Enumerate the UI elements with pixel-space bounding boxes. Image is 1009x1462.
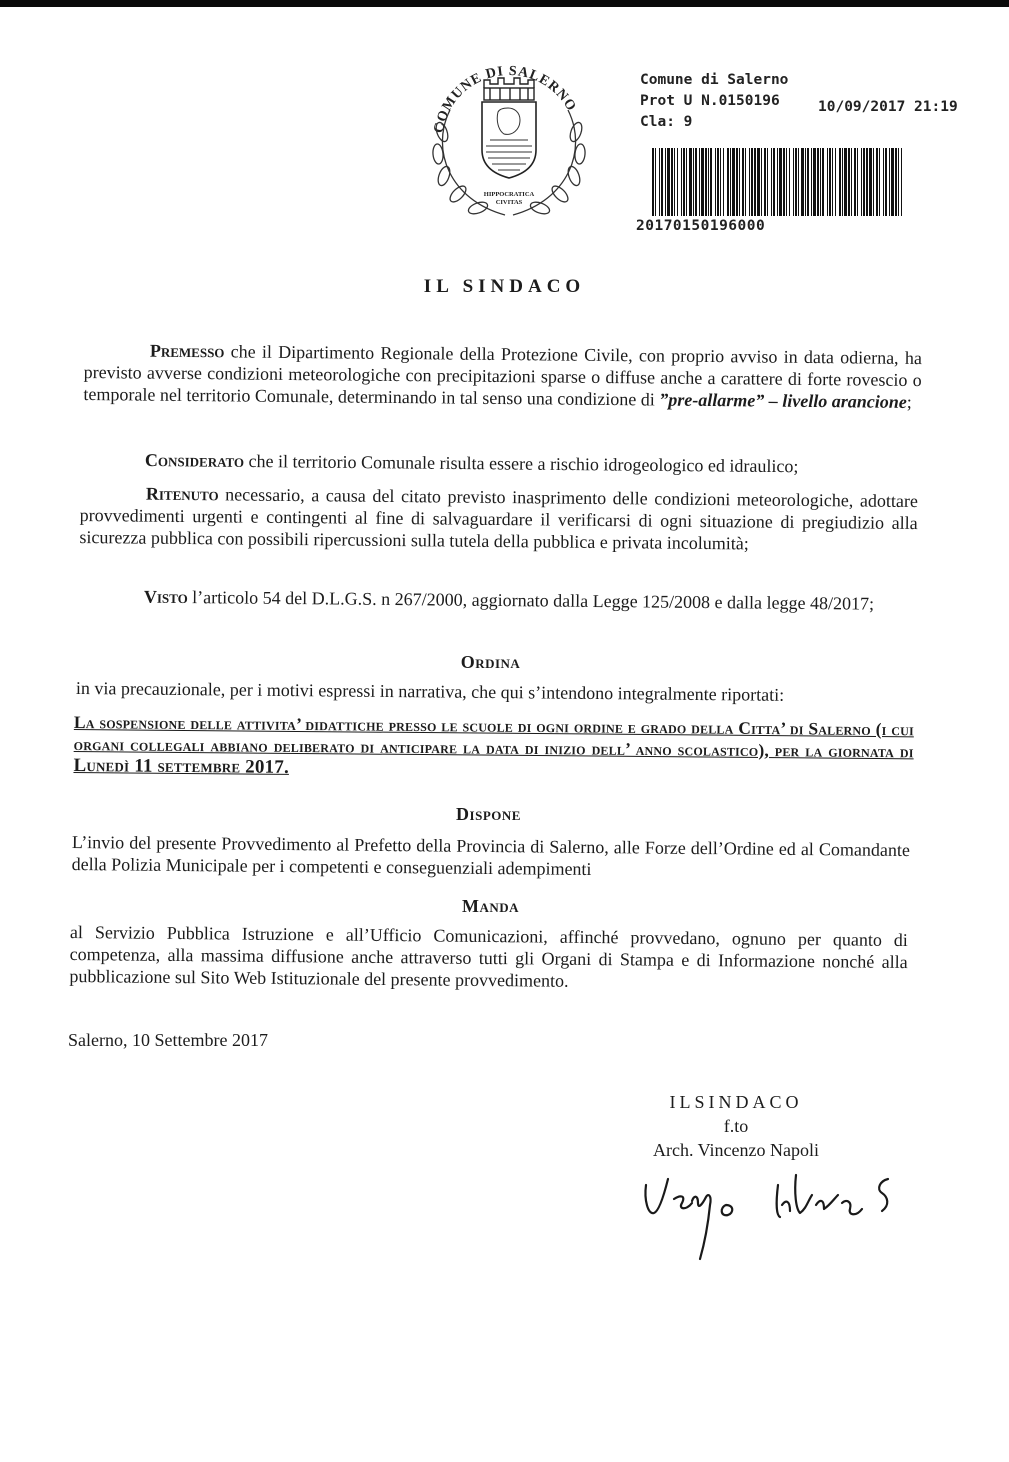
barcode-bar <box>723 148 724 216</box>
barcode-bar <box>677 148 678 216</box>
barcode-bar <box>789 148 790 216</box>
barcode-bar <box>705 148 707 216</box>
barcode-bar <box>898 148 899 216</box>
signature-name: Arch. Vincenzo Napoli <box>652 1140 820 1160</box>
barcode-bar <box>686 148 687 216</box>
barcode-bar <box>793 148 794 216</box>
barcode-bars <box>650 148 906 218</box>
protocol-stamp <box>640 70 958 133</box>
barcode-bar <box>783 148 785 216</box>
barcode-bar <box>863 148 865 216</box>
crest-emblem <box>420 50 598 228</box>
barcode-bar <box>695 148 697 216</box>
barcode-bar <box>822 148 824 216</box>
barcode-bar <box>732 148 735 216</box>
barcode-bar <box>767 148 768 216</box>
barcode-bar <box>661 148 663 216</box>
barcode-bar <box>761 148 762 216</box>
barcode-bar <box>681 148 682 216</box>
barcode-bar <box>811 148 812 216</box>
barcode-bar <box>844 148 847 216</box>
premesso-paragraph <box>83 340 922 413</box>
barcode-bar <box>889 148 890 216</box>
barcode-bar <box>835 148 836 216</box>
barcode-bar <box>693 148 694 216</box>
barcode-bar <box>851 148 852 216</box>
place-date: Salerno, 10 Settembre 2017 <box>68 1030 268 1050</box>
barcode-bar <box>655 148 656 216</box>
barcode-bar <box>891 148 894 216</box>
stamp-protocol-number: Prot U N.0150196 <box>640 93 780 109</box>
barcode-bar <box>873 148 874 216</box>
barcode-bar <box>710 148 712 216</box>
barcode-bar <box>699 148 700 216</box>
stamp-classification: Cla: 9 <box>640 114 693 130</box>
barcode-bar <box>869 148 872 216</box>
ordina-order-body: La sospensione delle attivita’ didattiche presso le scuole di ogni ordine e grado della Citta’ di Salerno (i cui organi collegali abbiano deliberato di anticipare la data di inizio dell’ anno scolastico), per la giornata di <box>73 712 914 761</box>
barcode-bar <box>745 148 746 216</box>
barcode-bar <box>671 148 673 216</box>
barcode-bar <box>665 148 666 216</box>
premesso-keyword: Premesso <box>149 340 225 362</box>
stamp-datetime: 10/09/2017 21:19 <box>818 99 958 115</box>
barcode-number: 20170150196000 <box>636 218 766 234</box>
visto-text: l’articolo 54 del D.L.G.S. n 267/2000, aggiornato dalla Legge 125/2008 e dalla legge 48/2017; <box>192 587 875 614</box>
signature-fto: f.to <box>723 1116 749 1136</box>
barcode-bar <box>901 148 902 216</box>
ritenuto-paragraph <box>79 483 918 556</box>
barcode-bar <box>754 148 756 216</box>
dispone-text: L’invio del presente Provvedimento al Prefetto della Provincia di Salerno, alle Forze dell’Ordine ed al Comandante della Polizia Municipale per i competenti e conseguenziali adempimenti <box>71 832 910 879</box>
barcode-bar <box>764 148 766 216</box>
ordina-heading: Ordina <box>460 652 521 672</box>
barcode-bar <box>779 148 782 216</box>
visto-keyword: Visto <box>143 586 188 608</box>
barcode-bar <box>829 148 831 216</box>
barcode-bar <box>757 148 760 216</box>
barcode-bar <box>805 148 806 216</box>
barcode-bar <box>689 148 692 216</box>
dispone-heading: Dispone <box>456 804 521 824</box>
barcode-bar <box>861 148 862 216</box>
crest-motto-line2: CIVITAS <box>495 199 523 206</box>
barcode-bar <box>652 148 654 216</box>
barcode-bar <box>742 148 744 216</box>
barcode-bar <box>674 148 675 216</box>
barcode-bar <box>795 148 797 216</box>
barcode-bar <box>876 148 878 216</box>
barcode-bar <box>715 148 716 216</box>
considerato-keyword: Considerato <box>144 450 245 471</box>
ritenuto-text: necessario, a causa del citato previsto inasprimento delle condizioni meteorologiche, adottare provvedimenti urgenti e contingenti al fine di salvaguardare il verificarsi di ogni situazione di pregiudizio alla sicurezza pubblica con possibili ripercussioni sulla tutela della pubblica e privata incolumità; <box>79 484 918 554</box>
barcode-bar <box>701 148 704 216</box>
considerato-paragraph <box>145 450 925 479</box>
barcode-bar <box>708 148 709 216</box>
barcode-bar <box>879 148 880 216</box>
barcode-bar <box>813 148 816 216</box>
crest-ring-text: COMUNE DI SALERNO <box>431 63 579 135</box>
barcode-bar <box>683 148 685 216</box>
barcode-bar <box>751 148 753 216</box>
barcode-bar <box>801 148 804 216</box>
barcode-bar <box>667 148 670 216</box>
barcode-bar <box>736 148 738 216</box>
barcode-bar <box>866 148 868 216</box>
barcode-bar <box>720 148 721 216</box>
visto-paragraph <box>78 586 918 616</box>
municipal-crest <box>420 50 598 228</box>
barcode-bar <box>854 148 856 216</box>
barcode-bar <box>857 148 858 216</box>
signature-title: ILSINDACO <box>669 1092 803 1112</box>
considerato-text: che il territorio Comunale risulta essere a rischio idrogeologico ed idraulico; <box>248 450 799 477</box>
ordina-order-text <box>73 712 914 784</box>
protocol-barcode <box>650 148 906 218</box>
barcode-bar <box>798 148 799 216</box>
barcode-bar <box>786 148 787 216</box>
barcode-bar <box>885 148 887 216</box>
crest-motto-line1: HIPPOCRATICA <box>483 191 535 198</box>
barcode-bar <box>827 148 828 216</box>
ordina-order-day: Lunedì 11 settembre 2017. <box>73 754 290 778</box>
barcode-bar <box>773 148 775 216</box>
barcode-bar <box>848 148 850 216</box>
signature-block <box>646 1090 826 1162</box>
barcode-bar <box>771 148 772 216</box>
manda-heading: Manda <box>461 896 520 916</box>
page-title: IL SINDACO <box>423 276 586 297</box>
barcode-bar <box>659 148 660 216</box>
scan-top-border <box>0 0 1009 7</box>
barcode-bar <box>842 148 843 216</box>
barcode-bar <box>739 148 740 216</box>
barcode-bar <box>777 148 778 216</box>
barcode-bar <box>727 148 729 216</box>
stamp-office: Comune di Salerno <box>640 72 789 88</box>
barcode-bar <box>832 148 833 216</box>
barcode-bar <box>717 148 719 216</box>
barcode-bar <box>895 148 897 216</box>
ritenuto-keyword: Ritenuto <box>145 483 219 505</box>
barcode-bar <box>730 148 731 216</box>
handwritten-signature <box>636 1165 916 1265</box>
manda-text: al Servizio Pubblica Istruzione e all’Ufficio Comunicazioni, affinché provvedano, ognuno per quanto di competenza, alla massima diffusione anche attraverso tutti gli Organi di Stampa e di Informazione nonché alla pubblicazione sul Sito Web Istituzionale del presente provvedimento. <box>69 922 908 991</box>
barcode-bar <box>807 148 809 216</box>
premesso-end: ; <box>906 391 912 412</box>
barcode-bar <box>883 148 884 216</box>
ordina-intro: in via precauzionale, per i motivi espressi in narrativa, che qui s’intendono integralmente riportati: <box>75 678 785 705</box>
barcode-bar <box>839 148 841 216</box>
premesso-text: che il Dipartimento Regionale della Protezione Civile, con proprio avviso in data odierna, ha previsto avverse condizioni meteorologiche con precipitazioni sparse o diffuse anche a carattere di forte rovescio o temporale nel territorio Comunale, determinando in tal senso una condizione di <box>83 341 922 410</box>
barcode-bar <box>749 148 750 216</box>
premesso-emphasis: ”pre-allarme” – livello arancione <box>659 389 907 412</box>
barcode-bar <box>817 148 819 216</box>
barcode-bar <box>820 148 821 216</box>
